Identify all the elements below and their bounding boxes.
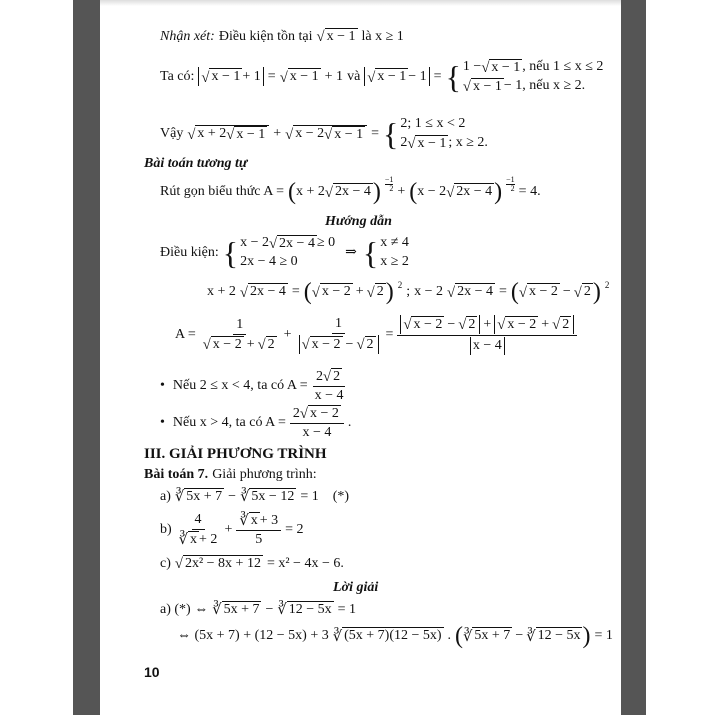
radicand: √ 2	[468, 317, 476, 332]
radicand: √ x − 2	[311, 337, 341, 352]
text: = 1	[594, 628, 613, 643]
text: và	[347, 68, 361, 84]
problem-7-heading	[144, 467, 321, 483]
text: =	[385, 327, 394, 343]
text: ⇔ (5x + 7) + (12 − 5x) + 3	[177, 628, 329, 643]
text: 1	[510, 175, 515, 184]
sqrt	[280, 68, 321, 85]
sqrt	[269, 235, 317, 252]
text: −	[265, 601, 274, 617]
abs	[299, 335, 379, 354]
remark-label: Nhận xét:	[160, 28, 215, 44]
sqrt	[187, 125, 269, 143]
paren	[288, 180, 381, 204]
text: −	[447, 316, 456, 332]
text: x + 2	[207, 284, 236, 299]
page-top-shadow	[100, 0, 621, 6]
solution-step-2	[177, 624, 617, 648]
cube-root	[175, 488, 224, 505]
text: .	[447, 628, 452, 643]
fraction	[296, 316, 382, 354]
radicand: ∛ ( 5x + 7	[474, 628, 511, 644]
sqrt	[285, 125, 367, 143]
text: là x ≥ 1	[361, 28, 404, 44]
sqrt	[312, 283, 353, 300]
text: = 4.	[518, 184, 541, 199]
numerator: 1	[332, 316, 345, 334]
radicand: ∛ 5x + 7	[186, 489, 223, 504]
radicand: √ 2	[583, 284, 591, 300]
radicand: √ x − 1	[211, 69, 241, 85]
text: +	[397, 184, 406, 199]
radicand: √ x − 1	[472, 78, 502, 94]
sqrt	[201, 68, 242, 85]
radicand: ∛ 12 − 5x	[537, 628, 581, 644]
text: =	[267, 68, 276, 84]
text: = 2	[285, 522, 304, 538]
text: 2	[389, 184, 394, 193]
text: 2x − 4 ≥ 0	[240, 253, 298, 269]
sqrt	[463, 78, 504, 95]
text: +	[541, 316, 550, 332]
radicand	[293, 125, 367, 143]
fraction	[176, 512, 221, 548]
equation-ta-co	[160, 58, 607, 96]
sqrt	[447, 283, 495, 300]
abs: x − 4	[470, 337, 505, 355]
denominator: x − 4	[314, 388, 344, 404]
sqrt	[367, 68, 408, 85]
text: =	[371, 125, 380, 141]
exponent: 2	[604, 280, 610, 290]
identity-line	[207, 280, 613, 304]
text: ( x − 2	[417, 184, 447, 199]
a-expression	[175, 315, 581, 355]
text: , nếu 1 ≤ x ≤ 2	[522, 59, 604, 74]
text: Vậy	[160, 125, 184, 141]
text: = 1	[300, 488, 319, 504]
section-heading-similar-problem: Bài toán tương tự	[144, 156, 248, 171]
problem-7c	[160, 555, 348, 572]
sqrt	[519, 283, 560, 300]
fraction	[312, 368, 347, 404]
sqrt	[403, 316, 444, 333]
remark-line	[160, 28, 408, 45]
text: 2	[510, 184, 515, 193]
radicand: √ x − 1	[326, 29, 356, 44]
sqrt	[497, 316, 538, 333]
paren	[409, 180, 502, 204]
cube-root	[179, 531, 199, 548]
text: ≥ 0	[316, 235, 336, 250]
cube-root	[212, 601, 261, 618]
radicand: √ x − 1	[289, 69, 319, 85]
text: + 2	[199, 531, 218, 547]
text: 2	[400, 134, 408, 150]
radicand: √ 2x − 4	[249, 284, 286, 300]
cases	[223, 234, 335, 272]
text: −	[384, 175, 390, 184]
radicand: √ 2x − 4	[456, 184, 493, 200]
condition-line	[160, 234, 413, 272]
numerator: 4	[192, 512, 205, 530]
text: 1	[389, 175, 394, 184]
fraction	[200, 317, 280, 353]
radicand	[195, 125, 269, 143]
text: − 1	[408, 68, 427, 84]
problem-7b	[160, 512, 308, 548]
radicand: ∛ (5x + 7)(12 − 5x)	[344, 628, 442, 644]
text: + 1	[242, 68, 261, 84]
text: =	[498, 284, 507, 299]
sqrt	[240, 283, 288, 300]
bullet-case-2	[160, 405, 355, 441]
text: ;	[406, 284, 411, 299]
text: +	[224, 522, 233, 538]
text: x ≥ 2	[380, 253, 409, 269]
abs	[198, 67, 263, 86]
denominator: x − 4	[302, 425, 332, 441]
radicand: √ 2	[376, 284, 384, 300]
heading-solution: Lời giải	[333, 580, 379, 595]
heading-guide: Hướng dẫn	[325, 214, 392, 229]
radicand: √ 2	[267, 337, 275, 352]
text: −	[345, 336, 354, 352]
cases	[446, 58, 604, 96]
abs	[494, 315, 574, 334]
text: Điều kiện tồn tại	[218, 28, 313, 44]
sqrt	[552, 316, 571, 333]
viewer-margin-left	[73, 0, 100, 715]
radicand: ∛ x	[190, 532, 198, 547]
sqrt	[367, 283, 386, 300]
fraction	[397, 315, 577, 355]
sqrt	[302, 336, 343, 353]
radicand: √ 2x − 4	[279, 235, 315, 251]
radicand: √ x − 1	[377, 69, 407, 85]
problem-7a	[160, 488, 353, 505]
text: { 2; 1 ≤ x < 2	[400, 116, 466, 131]
item-label: a)	[160, 488, 171, 504]
text: =	[291, 284, 300, 299]
radicand: √ x − 2	[309, 406, 339, 421]
text: Điều kiện:	[160, 244, 219, 260]
paren	[304, 280, 394, 304]
radicand: √ x − 1	[417, 135, 447, 151]
section-heading-solve-equations: III. GIẢI PHƯƠNG TRÌNH	[144, 446, 327, 462]
exponent	[385, 176, 394, 193]
fraction	[236, 512, 281, 548]
radicand: √ ( x − 2	[528, 284, 558, 300]
text: 2	[292, 405, 300, 421]
cube-root	[240, 488, 296, 505]
radicand: ∛ 5x − 12	[251, 489, 295, 504]
radicand: √ x − 2	[212, 337, 242, 352]
text: ( x + 2	[295, 184, 325, 199]
sqrt	[446, 183, 494, 200]
sqrt	[458, 316, 477, 333]
text: +	[483, 316, 492, 332]
radicand: √ x − 1	[491, 59, 521, 75]
text: Rút gọn biểu thức A =	[160, 184, 284, 199]
text: { x ≠ 4	[380, 235, 409, 250]
radicand: √ ( x − 2	[321, 284, 351, 300]
cube-root	[526, 627, 582, 644]
text: .	[347, 415, 352, 431]
text: +	[273, 125, 282, 141]
sqrt	[203, 336, 244, 353]
text: +	[283, 327, 292, 343]
paren	[511, 280, 601, 304]
text: √ x − 2	[295, 126, 325, 142]
exponent: 2	[397, 280, 403, 290]
text: −	[562, 284, 571, 299]
radicand: √ 2	[333, 369, 341, 384]
text: Nếu x > 4, ta có A =	[172, 415, 286, 431]
sqrt	[324, 126, 365, 143]
text: √ x + 2	[197, 126, 227, 142]
abs	[364, 67, 429, 86]
text: +	[246, 336, 255, 352]
radicand: √ 2x − 4	[457, 284, 493, 300]
sqrt	[407, 135, 448, 152]
cube-root	[463, 627, 512, 644]
text: − 1, nếu x ≥ 2.	[503, 77, 586, 93]
radicand: ∛ 12 − 5x	[288, 602, 332, 617]
sqrt	[226, 126, 267, 143]
text: + 3	[259, 512, 279, 528]
sqrt	[356, 336, 375, 353]
cases	[363, 234, 409, 272]
sqrt	[325, 183, 373, 200]
radicand: √ 2x² − 8x + 12	[184, 556, 261, 571]
item-label: a) (*) ⇔	[160, 601, 209, 617]
sqrt	[300, 405, 341, 422]
item-label: c)	[160, 555, 171, 571]
sqrt	[258, 336, 277, 353]
exponent	[506, 176, 515, 193]
cases	[383, 115, 488, 153]
page-number: 10	[144, 664, 160, 680]
cube-root	[333, 627, 444, 644]
radicand: √ x − 1	[236, 126, 266, 142]
text: Nếu 2 ≤ x < 4, ta có A =	[172, 378, 308, 394]
sqrt	[481, 59, 522, 76]
problem-label: Bài toán 7.	[144, 467, 209, 482]
text: { 1 −	[462, 59, 482, 74]
sqrt	[175, 555, 263, 572]
text: + 1	[324, 68, 344, 84]
bullet: •	[160, 415, 165, 431]
paren	[455, 624, 590, 648]
denominator: 5	[255, 532, 263, 548]
cube-root	[239, 512, 259, 529]
text: = x² − 4x − 6.	[266, 555, 344, 571]
radicand: √ 2x − 4	[334, 184, 371, 200]
text: = 1	[337, 601, 357, 617]
text: (*)	[332, 488, 350, 504]
radicand: √ x − 1	[334, 126, 364, 142]
sqrt	[323, 368, 342, 385]
radicand: √ x − 2	[413, 317, 443, 332]
text: A =	[175, 327, 196, 343]
radicand: ∛ x	[250, 513, 258, 528]
sqrt	[574, 283, 593, 300]
text: −	[515, 628, 524, 643]
text: =	[433, 68, 442, 84]
radicand: √ x − 2	[507, 317, 537, 332]
radicand: ∛ 5x + 7	[223, 602, 260, 617]
numerator: 1	[233, 317, 246, 335]
problem-statement	[160, 175, 545, 204]
text: ⇒	[345, 245, 357, 261]
text: −	[506, 175, 511, 184]
text: −	[228, 488, 237, 504]
radicand: √ 2	[366, 337, 374, 352]
abs	[400, 315, 480, 334]
sqrt	[317, 28, 358, 45]
solution-step-1	[160, 601, 360, 618]
text: x − 2	[414, 284, 444, 299]
text: 2	[316, 368, 324, 384]
viewer-margin-right	[621, 0, 646, 715]
bullet-case-1	[160, 368, 351, 404]
text: Ta có:	[160, 68, 195, 84]
equation-vay	[160, 115, 492, 153]
text: +	[355, 284, 364, 299]
radicand: √ 2	[562, 317, 570, 332]
text: Giải phương trình:	[212, 467, 317, 482]
text: { x − 2	[240, 235, 269, 250]
fraction	[290, 405, 344, 441]
cube-root	[277, 601, 333, 618]
item-label: b)	[160, 522, 172, 538]
text: ; x ≥ 2.	[448, 134, 488, 150]
bullet: •	[160, 378, 165, 394]
